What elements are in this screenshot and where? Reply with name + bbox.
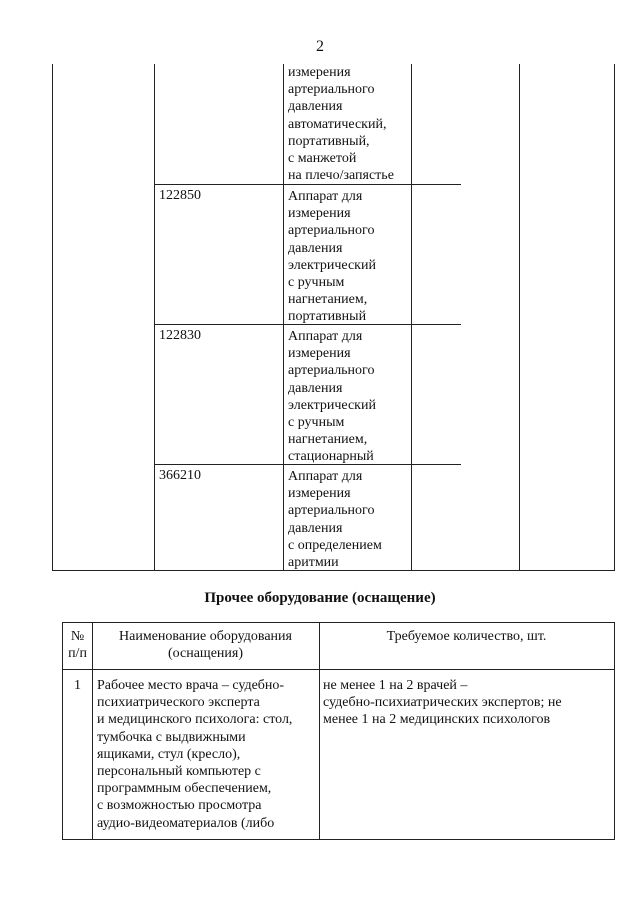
qty-line: не менее 1 на 2 врачей – xyxy=(323,678,468,693)
name-line: Аппарат для xyxy=(288,469,363,484)
page-number: 2 xyxy=(316,38,324,55)
equipment-name-cell xyxy=(288,64,458,184)
column-divider xyxy=(319,623,320,839)
section-title: Прочее оборудование (оснащение) xyxy=(204,590,436,606)
name-line: измерения xyxy=(288,486,351,502)
header-line: (оснащения) xyxy=(167,646,243,662)
header-line: п/п xyxy=(68,646,87,662)
name-line: давления xyxy=(288,380,343,396)
name-line: давления xyxy=(288,240,343,256)
name-line: измерения xyxy=(288,65,351,80)
equipment-code: 366210 xyxy=(159,468,201,483)
name-line: измерения xyxy=(288,206,351,222)
name-line: психиатрического эксперта xyxy=(97,695,260,711)
name-line: артериального xyxy=(288,223,375,239)
name-line: автоматический, xyxy=(288,116,387,132)
header-qty xyxy=(319,628,614,645)
name-line: с определением xyxy=(288,537,382,553)
name-line: и медицинского психолога: стол, xyxy=(97,712,293,728)
row-qty-cell xyxy=(323,677,611,729)
header-divider xyxy=(63,669,614,670)
header-line: № xyxy=(70,629,85,644)
name-line: с ручным xyxy=(288,415,345,431)
name-line: программным обеспечением, xyxy=(97,781,272,797)
name-line: давления xyxy=(288,520,343,536)
name-line: электрический xyxy=(288,257,376,273)
name-line: с ручным xyxy=(288,275,345,291)
header-name xyxy=(92,628,319,662)
qty-line: менее 1 на 2 медицинских психологов xyxy=(323,712,551,728)
header-line: Наименование оборудования xyxy=(119,629,292,644)
equipment-name-cell xyxy=(288,468,458,571)
name-line: нагнетанием, xyxy=(288,432,368,448)
name-line: аритмии xyxy=(288,555,339,571)
name-line: аудио-видеоматериалов (либо xyxy=(97,815,275,831)
row-name-cell xyxy=(97,677,317,832)
qty-line: судебно-психиатрических экспертов; не xyxy=(323,695,562,711)
equipment-table xyxy=(52,64,615,571)
other-equipment-table xyxy=(62,622,615,840)
name-line: с возможностью просмотра xyxy=(97,798,262,814)
name-line: ящиками, стул (кресло), xyxy=(97,746,241,762)
equipment-name-cell xyxy=(288,188,458,326)
name-line: стационарный xyxy=(288,449,374,465)
row-num: 1 xyxy=(74,678,81,693)
name-line: Рабочее место врача – судебно- xyxy=(97,678,285,693)
equipment-code: 122830 xyxy=(159,328,201,343)
name-line: артериального xyxy=(288,363,375,379)
name-line: Аппарат для xyxy=(288,329,363,344)
name-line: артериального xyxy=(288,82,375,98)
column-divider xyxy=(519,64,520,570)
name-line: портативный, xyxy=(288,133,370,149)
name-line: давления xyxy=(288,99,343,115)
name-line: с манжетой xyxy=(288,151,357,167)
name-line: электрический xyxy=(288,397,376,413)
name-line: измерения xyxy=(288,346,351,362)
header-line: Требуемое количество, шт. xyxy=(386,629,547,644)
equipment-code: 122850 xyxy=(159,188,201,203)
header-num xyxy=(63,628,92,662)
name-line: нагнетанием, xyxy=(288,292,368,308)
name-line: персональный компьютер с xyxy=(97,764,261,780)
name-line: Аппарат для xyxy=(288,189,363,204)
column-divider xyxy=(283,64,284,570)
equipment-name-cell xyxy=(288,328,458,466)
name-line: портативный xyxy=(288,309,367,325)
column-divider xyxy=(154,64,155,570)
name-line: тумбочка с выдвижными xyxy=(97,729,246,745)
name-line: артериального xyxy=(288,503,375,519)
name-line: на плечо/запястье xyxy=(288,168,394,184)
